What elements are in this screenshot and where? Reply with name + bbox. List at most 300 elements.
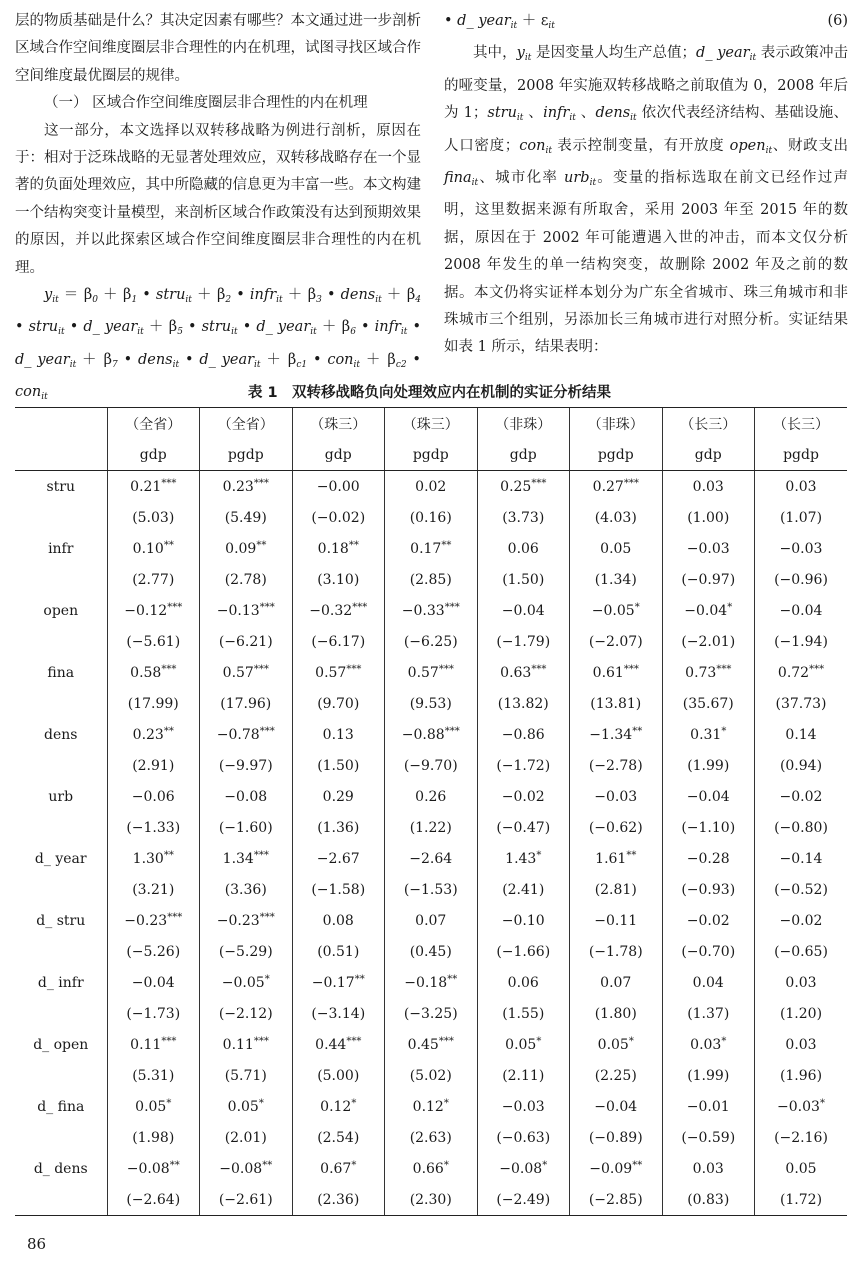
significance-stars: ** [354,974,365,985]
coef-cell [662,1153,755,1184]
coef-cell [385,471,478,503]
coef-value: −0.33 [401,603,445,619]
coef-cell [292,657,385,688]
tstat-cell: (−3.14) [292,998,385,1029]
coef-cell [662,595,755,626]
variable-name: d_ dens [33,1160,88,1177]
coef-value: 0.23 [132,727,164,743]
tstat-cell: (−5.61) [107,626,200,657]
coef-value: −0.08 [126,1161,170,1177]
significance-stars: * [542,1160,548,1171]
coef-cell [107,533,200,564]
coef-value: 0.66 [412,1161,444,1177]
coef-value: −0.04 [594,1098,638,1115]
significance-stars: *** [259,912,275,923]
significance-stars: *** [253,478,269,489]
coef-cell [477,471,570,503]
significance-stars: *** [352,602,368,613]
significance-stars: *** [253,850,269,861]
results-table [15,407,847,1216]
tstat-cell: (1.96) [755,1060,848,1091]
tstat-cell: (2.81) [570,874,663,905]
tstat-cell: (−1.73) [107,998,200,1029]
tstat-cell: (2.91) [107,750,200,781]
coef-cell [662,719,755,750]
coef-value: 0.10 [132,541,164,557]
tstat-cell: (−0.59) [662,1122,755,1153]
coef-value: 0.57 [222,665,254,681]
coef-cell [570,1029,663,1060]
coef-cell [385,905,478,936]
tstat-cell: (−0.70) [662,936,755,967]
coef-value: −0.12 [124,603,168,619]
tstat-cell: (17.96) [200,688,293,719]
header-depvar: pgdp [570,439,663,471]
table-row-tstat [15,998,847,1029]
coef-cell [755,471,848,503]
coef-value: 0.08 [322,912,354,929]
table-row-coef [15,595,847,626]
header-group: （珠三） [292,408,385,440]
coef-cell [107,595,200,626]
header-group: （全省） [200,408,293,440]
tstat-cell: (9.70) [292,688,385,719]
table-row-coef [15,905,847,936]
coef-value: −0.00 [316,478,360,495]
tstat-cell: (−2.16) [755,1122,848,1153]
tstat-cell: (−1.66) [477,936,570,967]
tstat-cell: (−2.49) [477,1184,570,1216]
coef-value: 0.03 [690,1037,722,1053]
section-heading: （一） 区域合作空间维度圈层非合理性的内在机理 [44,95,368,112]
tstat-cell: (−2.01) [662,626,755,657]
coef-cell [477,905,570,936]
coef-value: 0.67 [320,1161,352,1177]
table-row-coef [15,533,847,564]
tstat-cell: (0.16) [385,502,478,533]
table-row-tstat [15,874,847,905]
coef-value: −0.88 [401,727,445,743]
coef-value: 0.72 [777,665,810,681]
significance-stars: ** [447,974,458,985]
tstat-cell: (0.83) [662,1184,755,1216]
coef-value: 0.05 [505,1037,537,1053]
coef-value: −0.06 [131,788,175,805]
coef-value: 0.09 [225,541,257,557]
coef-value: −0.28 [686,850,730,867]
coef-cell [107,843,200,874]
tstat-cell: (2.36) [292,1184,385,1216]
coef-value: −0.08 [499,1161,543,1177]
coef-cell [477,657,570,688]
tstat-cell: (1.99) [662,1060,755,1091]
significance-stars: *** [346,664,362,675]
variable-name: fina [47,664,75,681]
coef-cell [477,595,570,626]
coef-cell [107,471,200,503]
significance-stars: * [351,1098,357,1109]
tstat-cell: (−0.89) [570,1122,663,1153]
variable-name-blank [15,564,107,595]
tstat-cell: (5.71) [200,1060,293,1091]
coef-cell [477,1091,570,1122]
coef-value: −0.32 [309,603,353,619]
tstat-cell: (13.82) [477,688,570,719]
table-row-tstat [15,626,847,657]
tstat-cell: (−2.61) [200,1184,293,1216]
variable-name-blank [15,936,107,967]
coef-cell [385,657,478,688]
coef-cell [107,719,200,750]
coef-value: 0.58 [130,665,162,681]
variable-name: stru [46,478,76,495]
tstat-cell: (−2.12) [200,998,293,1029]
coef-cell [385,533,478,564]
coef-cell [200,967,293,998]
coef-cell [477,1029,570,1060]
coef-value: −2.64 [409,850,453,867]
table-caption: 表 1 双转移战略负向处理效应内在机制的实证分析结果 [247,385,612,401]
coef-value: 0.07 [600,974,632,991]
coef-value: 0.29 [322,788,354,805]
tstat-cell: (−6.25) [385,626,478,657]
header-group: （珠三） [385,408,478,440]
tstat-cell: (−1.33) [107,812,200,843]
coef-cell [292,595,385,626]
tstat-cell: (3.73) [477,502,570,533]
tstat-cell: (1.98) [107,1122,200,1153]
header-corner [15,408,107,440]
variable-name: urb [48,788,74,805]
coef-value: −0.02 [779,788,823,805]
coef-value: 0.11 [222,1037,254,1053]
variable-name: d_ infr [37,974,84,991]
tstat-cell: (5.49) [200,502,293,533]
table-header-depvars [15,439,847,471]
header-depvar: gdp [477,439,570,471]
tstat-cell: (−1.10) [662,812,755,843]
variable-name: d_ open [33,1036,89,1053]
coef-cell [107,657,200,688]
tstat-cell: (−9.97) [200,750,293,781]
significance-stars: * [721,1036,727,1047]
tstat-cell: (1.34) [570,564,663,595]
coef-cell [200,1091,293,1122]
tstat-cell: (17.99) [107,688,200,719]
coef-cell [292,533,385,564]
header-depvar: gdp [292,439,385,471]
tstat-cell: (−0.62) [570,812,663,843]
coef-value: −0.08 [224,788,268,805]
coef-value: −0.04 [131,974,175,991]
table-header-groups [15,408,847,440]
header-group: （长三） [755,408,848,440]
coef-cell [662,1091,755,1122]
significance-stars: *** [531,478,547,489]
coef-value: −0.05 [221,975,265,991]
tstat-cell: (1.36) [292,812,385,843]
coef-value: −0.04 [779,602,823,619]
significance-stars: ** [632,726,643,737]
coef-cell [570,781,663,812]
variable-name: d_ stru [36,912,86,929]
coef-value: 0.57 [315,665,347,681]
table-row-tstat [15,564,847,595]
coef-value: 0.14 [785,726,817,743]
coef-value: 0.03 [692,478,724,495]
coef-cell [200,1029,293,1060]
significance-stars: ** [262,1160,273,1171]
significance-stars: * [634,602,640,613]
tstat-cell: (−0.47) [477,812,570,843]
coef-value: 0.05 [597,1037,629,1053]
coef-value: 0.57 [407,665,439,681]
header-group: （全省） [107,408,200,440]
coef-value: −0.14 [779,850,823,867]
significance-stars: * [819,1098,825,1109]
tstat-cell: (2.25) [570,1060,663,1091]
coef-value: 0.05 [227,1099,259,1115]
coef-value: 0.07 [415,912,447,929]
coef-cell [755,1091,848,1122]
coef-cell [107,905,200,936]
coef-cell [477,719,570,750]
coef-value: 0.05 [785,1160,817,1177]
significance-stars: *** [167,912,183,923]
significance-stars: * [536,1036,542,1047]
coef-cell [200,905,293,936]
table-row-coef [15,471,847,503]
coef-cell [662,657,755,688]
coef-cell [107,967,200,998]
coef-cell [385,719,478,750]
coef-value: −0.11 [594,912,638,929]
coef-cell [292,1029,385,1060]
tstat-cell: (2.78) [200,564,293,595]
variable-name-blank [15,812,107,843]
coef-value: −0.10 [501,912,545,929]
coef-value: 0.27 [592,479,624,495]
coef-value: 1.30 [132,851,164,867]
tstat-cell: (2.85) [385,564,478,595]
tstat-cell: (1.37) [662,998,755,1029]
coef-value: −0.02 [501,788,545,805]
tstat-cell: (13.81) [570,688,663,719]
coef-cell [385,843,478,874]
coef-value: 0.05 [135,1099,167,1115]
coef-value: 1.34 [222,851,254,867]
significance-stars: * [264,974,270,985]
coef-value: 0.18 [317,541,349,557]
header-depvar: pgdp [385,439,478,471]
coef-value: −0.23 [216,913,260,929]
body-column-left [15,8,421,412]
coef-value: 0.05 [600,540,632,557]
coef-cell [292,781,385,812]
coef-cell [292,967,385,998]
coef-cell [200,1153,293,1184]
header-group: （非珠） [570,408,663,440]
coef-value: −0.02 [686,912,730,929]
coef-value: 0.26 [415,788,447,805]
coef-cell [107,1029,200,1060]
tstat-cell: (1.22) [385,812,478,843]
table-row-coef [15,1091,847,1122]
coef-cell [107,781,200,812]
coef-cell [292,905,385,936]
coef-cell [755,967,848,998]
significance-stars: *** [167,602,183,613]
variable-name-blank [15,688,107,719]
coef-cell [385,1091,478,1122]
coef-value: −1.34 [589,727,633,743]
significance-stars: *** [531,664,547,675]
coef-cell [570,471,663,503]
significance-stars: *** [253,1036,269,1047]
significance-stars: * [258,1098,264,1109]
tstat-cell: (35.67) [662,688,755,719]
coef-cell [755,533,848,564]
table-row-tstat [15,1184,847,1216]
coef-value: 0.13 [322,726,354,743]
coef-value: 0.11 [130,1037,162,1053]
tstat-cell: (−1.72) [477,750,570,781]
coef-cell [107,1091,200,1122]
coef-cell [662,781,755,812]
tstat-cell: (2.77) [107,564,200,595]
significance-stars: *** [346,1036,362,1047]
coef-cell [385,1029,478,1060]
coef-value: 0.12 [412,1099,444,1115]
coef-value: 1.43 [505,851,537,867]
coef-value: −0.09 [589,1161,633,1177]
coef-cell [662,1029,755,1060]
significance-stars: ** [163,540,174,551]
tstat-cell: (−2.78) [570,750,663,781]
paragraph-variables: 其中，$y_{it}$ 是因变量人均生产总值；d_ year$_{it}$ 表示政策冲击的哑变量，2008 年实施双转移战略之前取值为 0，2008 年后为 1；stru$_{it}$ 、infr$_{it}$ 、dens$_{it}$ 依次代表经济结构、基础设施、人口密度；con$_{it}$ 表示控制变量，有开放度 open$_{it}$、财政支出 fina$_{it}$、城市化率 urb$_{it}$。变量的指标选取在前文已经作过声明，这里数据来源有所取舍，采用 2003 年至 2015 年的数据，原因在于 2002 年可能遭遇入世的冲击，而本文仅分析 2008 年发生的单一结构突变，故删除 2002 年及之前的数据。本文仍将实证样本划分为广东全省城市、珠三角城市和非珠城市三个组别，另添加长三角城市进行对照分析。实证结果如表 1 所示，结果表明： [444,45,849,356]
tstat-cell: (−2.07) [570,626,663,657]
table-row-tstat [15,688,847,719]
tstat-cell: (3.36) [200,874,293,905]
tstat-cell: (3.21) [107,874,200,905]
coef-value: −0.05 [591,603,635,619]
coef-value: −0.03 [779,540,823,557]
tstat-cell: (5.02) [385,1060,478,1091]
table-row-tstat [15,1060,847,1091]
tstat-cell: (2.11) [477,1060,570,1091]
tstat-cell: (2.41) [477,874,570,905]
coef-cell [570,967,663,998]
tstat-cell: (−1.58) [292,874,385,905]
tstat-cell: (5.00) [292,1060,385,1091]
tstat-cell: (−1.53) [385,874,478,905]
coef-value: −0.03 [777,1099,820,1115]
significance-stars: * [536,850,542,861]
coef-cell [662,967,755,998]
coef-value: 0.04 [692,974,724,991]
coef-cell [755,719,848,750]
tstat-cell: (5.31) [107,1060,200,1091]
coef-value: 0.63 [500,665,532,681]
coef-value: 1.61 [595,851,627,867]
tstat-cell: (−3.25) [385,998,478,1029]
coef-value: −0.86 [501,726,545,743]
coef-cell [107,1153,200,1184]
tstat-cell: (−1.79) [477,626,570,657]
table-row-tstat [15,936,847,967]
header-group: （长三） [662,408,755,440]
tstat-cell: (−6.21) [200,626,293,657]
coef-value: −0.78 [216,727,260,743]
coef-value: 0.03 [785,974,817,991]
coef-cell [477,533,570,564]
equation-6-part1: $y_{it} = \beta_0 + \beta_1$ • stru$_{it}$ ＋ $\beta_2$ • infr$_{it}$ ＋ $\beta_3$ • dens$_{it}$ ＋ $\beta_4$ • stru$_{it}$ • d_ year$_{it}$ ＋ $\beta_5$ • stru$_{it}$ • d_ year$_{it}$ ＋ $\beta_6$ • infr$_{it}$ • d_ year$_{it}$ ＋ $\beta_7$ • dens$_{it}$ • d_ year$_{it}$ ＋ $\beta_{c1}$ • $con_{it} + \beta_{c2}$ • con$_{it}$ [15,287,421,403]
tstat-cell: (1.00) [662,502,755,533]
tstat-cell: (2.30) [385,1184,478,1216]
coef-cell [292,1153,385,1184]
table-row-coef [15,719,847,750]
table-row-tstat [15,812,847,843]
coef-cell [570,595,663,626]
coef-cell [200,719,293,750]
header-depvar: pgdp [755,439,848,471]
coef-cell [570,533,663,564]
tstat-cell: (−0.97) [662,564,755,595]
variable-name: infr [48,540,74,557]
coef-value: 0.23 [222,479,254,495]
tstat-cell: (1.07) [755,502,848,533]
paragraph-intro-end: 层的物质基础是什么？其决定因素有哪些？本文通过进一步剖析区域合作空间维度圈层非合理性的内在机理，试图寻找区域合作空间维度最优圈层的规律。 [15,13,421,84]
coef-value: −0.03 [501,1098,545,1115]
coef-cell [662,905,755,936]
coef-value: −0.13 [216,603,260,619]
coef-cell [662,471,755,503]
significance-stars: ** [441,540,452,551]
tstat-cell: (1.50) [477,564,570,595]
coef-cell [200,595,293,626]
significance-stars: *** [444,602,460,613]
paragraph-method: 这一部分，本文选择以双转移战略为例进行剖析，原因在于：相对于泛珠战略的无显著处理效应，双转移战略存在一个显著的负面处理效应，其中所隐藏的信息更为丰富一些。本文构建一个结构突变计量模型，来剖析区域合作政策没有达到预期效果的原因，并以此探索区域合作空间维度圈层非合理性的内在机理。 [15,122,421,276]
significance-stars: *** [161,478,177,489]
coef-cell [385,967,478,998]
coef-cell [755,595,848,626]
variable-name-blank [15,502,107,533]
significance-stars: ** [163,726,174,737]
coef-cell [292,1091,385,1122]
coef-value: −0.08 [219,1161,263,1177]
coef-cell [755,781,848,812]
table-row-coef [15,781,847,812]
variable-name: dens [44,726,78,743]
tstat-cell: (9.53) [385,688,478,719]
variable-name-blank [15,874,107,905]
significance-stars: ** [256,540,267,551]
variable-name-blank [15,626,107,657]
variable-name-blank [15,998,107,1029]
coef-value: 0.44 [315,1037,347,1053]
table-row-coef [15,1029,847,1060]
table-row-coef [15,657,847,688]
equation-number: (6) [827,13,848,29]
coef-cell [200,533,293,564]
header-depvar: gdp [107,439,200,471]
variable-name-blank [15,1060,107,1091]
significance-stars: * [628,1036,634,1047]
tstat-cell: (1.80) [570,998,663,1029]
table-row-coef [15,967,847,998]
coef-cell [477,781,570,812]
tstat-cell: (5.03) [107,502,200,533]
